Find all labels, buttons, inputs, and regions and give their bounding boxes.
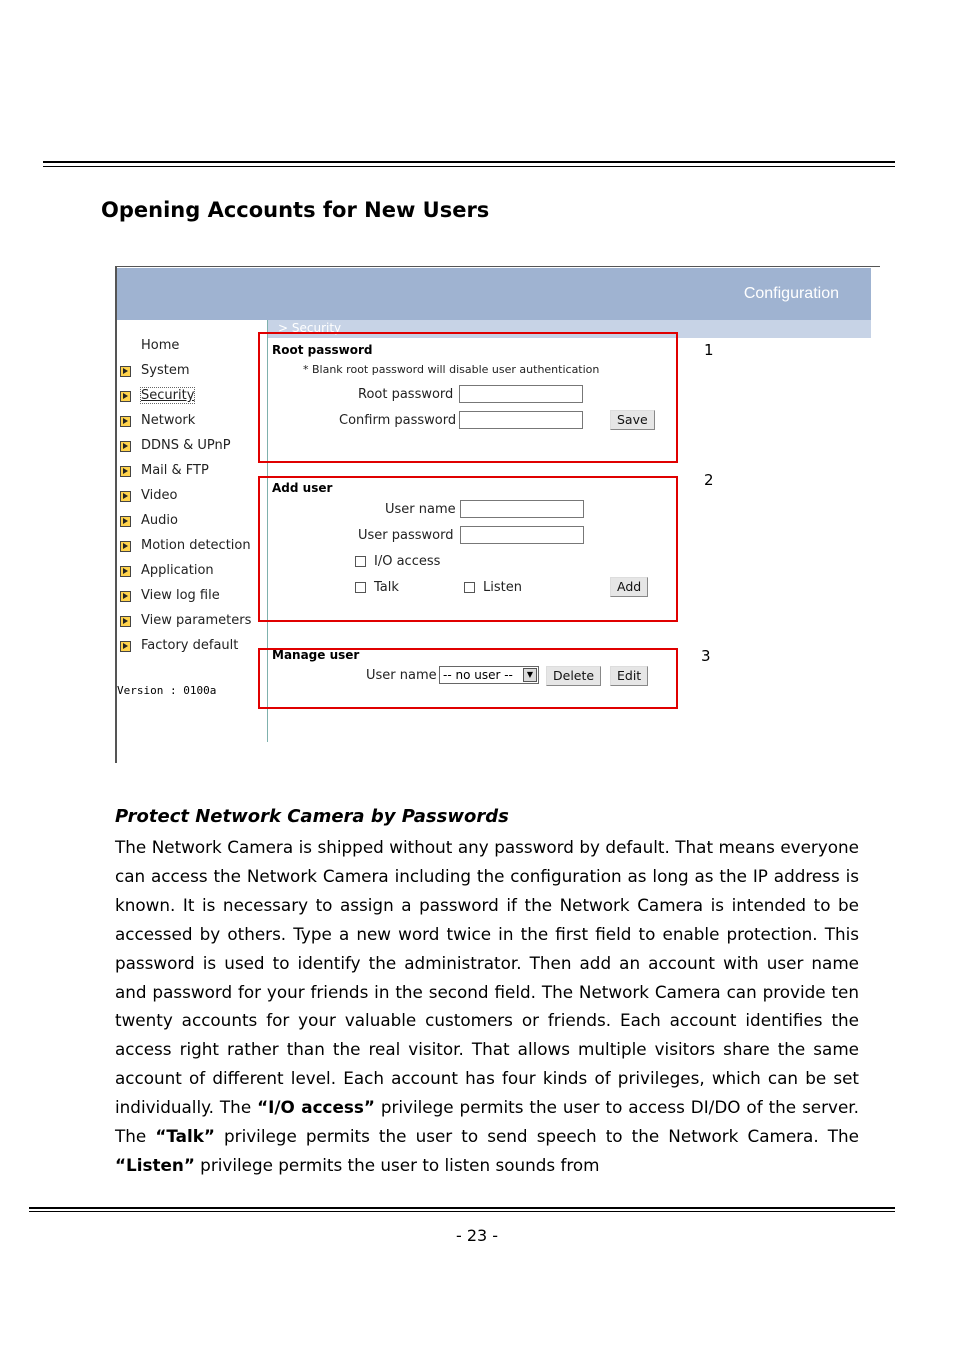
config-banner [117, 268, 871, 320]
user-select[interactable]: -- no user -- ▼ [439, 666, 539, 684]
version-label: Version : 0100a [117, 684, 217, 697]
root-password-label: Root password [358, 387, 454, 402]
arrow-icon [120, 616, 131, 627]
top-rule-thin [43, 166, 895, 167]
listen-checkbox[interactable] [464, 582, 475, 593]
manage-user-title: Manage user [272, 648, 360, 662]
save-button[interactable]: Save [610, 410, 655, 430]
arrow-icon [120, 641, 131, 652]
add-user-title: Add user [272, 481, 333, 495]
page-heading: Opening Accounts for New Users [101, 198, 490, 222]
arrow-icon [120, 441, 131, 452]
user-password-input[interactable] [460, 526, 584, 544]
listen-label: Listen [483, 580, 522, 595]
bottom-rule-thin [29, 1211, 895, 1212]
arrow-icon [120, 566, 131, 577]
arrow-icon [120, 516, 131, 527]
chevron-down-icon: ▼ [523, 668, 537, 682]
io-access-label: I/O access [374, 554, 441, 569]
talk-label: Talk [374, 580, 399, 595]
top-rule-thick [43, 161, 895, 163]
io-access-checkbox[interactable] [355, 556, 366, 567]
arrow-icon [120, 541, 131, 552]
arrow-icon [120, 491, 131, 502]
root-password-note: * Blank root password will disable user authentication [303, 363, 600, 376]
banner-title: Configuration [743, 285, 839, 302]
root-password-input[interactable] [459, 385, 583, 403]
user-name-input[interactable] [460, 500, 584, 518]
callout-1: 1 [704, 341, 714, 359]
add-user-highlight [258, 476, 678, 622]
edit-button[interactable]: Edit [610, 666, 648, 686]
add-button[interactable]: Add [610, 577, 648, 597]
confirm-password-label: Confirm password [339, 413, 457, 428]
breadcrumb: > Security [278, 321, 342, 335]
manage-user-name-label: User name [366, 668, 437, 683]
arrow-icon [120, 366, 131, 377]
arrow-icon [120, 416, 131, 427]
delete-button[interactable]: Delete [546, 666, 601, 686]
config-screenshot: Configuration > Security Home System Security Network DDNS & UPnP Mail & FTP Video Audio Motion detection Application View log file View parameters Factory default Version : 0100a Root password * Blank root password will disable user authentication Root password Confirm password Save 1 Add user User name User password I/O access Talk Listen Add 2 Manage user User name -- no user -- ▼ Delete Edit 3 [115, 266, 880, 763]
root-password-title: Root password [272, 343, 373, 357]
user-name-label: User name [385, 502, 456, 517]
user-password-label: User password [358, 528, 454, 543]
confirm-password-input[interactable] [459, 411, 583, 429]
page-number: - 23 - [455, 1226, 499, 1245]
bottom-rule-thick [29, 1207, 895, 1209]
arrow-icon [120, 391, 131, 402]
section-subheading: Protect Network Camera by Passwords [115, 806, 509, 827]
arrow-icon [120, 591, 131, 602]
callout-3: 3 [701, 647, 711, 665]
talk-checkbox[interactable] [355, 582, 366, 593]
body-paragraph: The Network Camera is shipped without any password by default. That means everyone can access the Network Camera including the configuration as long as the IP address is known. It is necessary to assign a password if the Network Camera is intended to be accessed by others. Type a new word twice in the first field to enable protection. This password is used to identify the administrator. Then add an account with user name and password for your friends in the second field. The Network Camera can provide ten twenty accounts for your valuable customers or friends. Each account identifies the access right rather than the real visitor. That allows multiple visitors share the same account of different level. Each account has four kinds of privileges, which can be set individually. The “I/O access” privilege permits the user to access DI/DO of the server. The “Talk” privilege permits the user to send speech to the Network Camera. The “Listen” privilege permits the user to listen sounds from [115, 837, 859, 1175]
arrow-icon [120, 466, 131, 477]
callout-2: 2 [704, 471, 714, 489]
